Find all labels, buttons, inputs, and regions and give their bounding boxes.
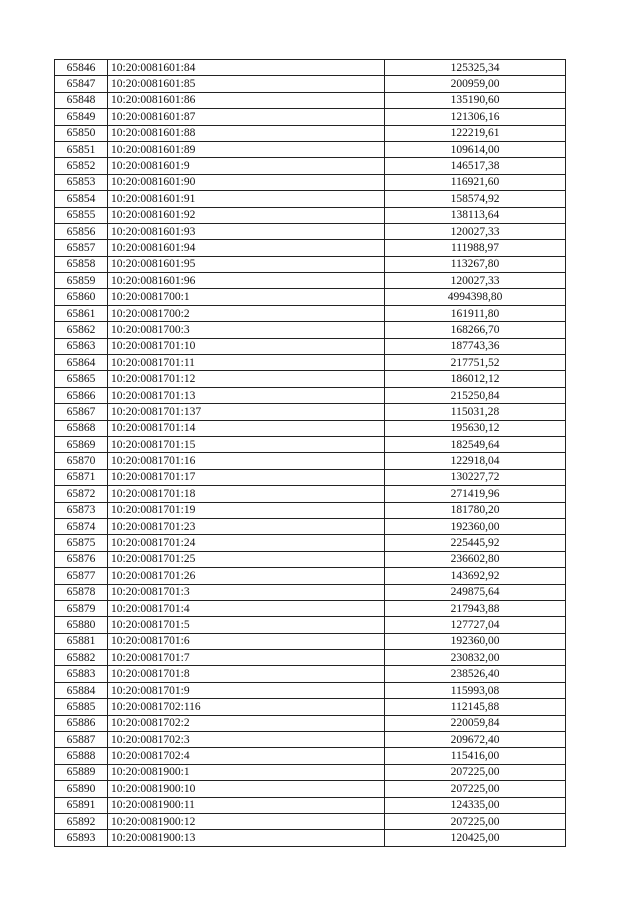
cadastral-value-cell: 207225,00	[385, 813, 566, 829]
cadastral-number-cell: 10:20:0081601:92	[108, 207, 385, 223]
cadastral-number-cell: 10:20:0081701:9	[108, 682, 385, 698]
cadastral-value-cell: 120027,33	[385, 273, 566, 289]
table-row	[55, 223, 566, 239]
cadastral-value-cell: 186012,12	[385, 371, 566, 387]
table-row	[55, 830, 566, 846]
cadastral-value-cell: 207225,00	[385, 764, 566, 780]
cadastral-value-cell: 4994398,80	[385, 289, 566, 305]
table-row	[55, 600, 566, 616]
cadastral-value-cell: 230832,00	[385, 650, 566, 666]
cadastral-number-cell: 10:20:0081601:84	[108, 60, 385, 76]
row-number-cell: 65860	[55, 289, 108, 305]
cadastral-value-cell: 195630,12	[385, 420, 566, 436]
cadastral-number-cell: 10:20:0081701:10	[108, 338, 385, 354]
cadastral-number-cell: 10:20:0081701:137	[108, 404, 385, 420]
cadastral-number-cell: 10:20:0081601:96	[108, 273, 385, 289]
cadastral-number-cell: 10:20:0081601:85	[108, 76, 385, 92]
row-number-cell: 65867	[55, 404, 108, 420]
cadastral-number-cell: 10:20:0081701:17	[108, 469, 385, 485]
cadastral-number-cell: 10:20:0081701:16	[108, 453, 385, 469]
table-row	[55, 273, 566, 289]
row-number-cell: 65887	[55, 732, 108, 748]
table-row	[55, 174, 566, 190]
cadastral-value-cell: 161911,80	[385, 305, 566, 321]
row-number-cell: 65859	[55, 273, 108, 289]
cadastral-value-cell: 135190,60	[385, 92, 566, 108]
row-number-cell: 65872	[55, 486, 108, 502]
cadastral-number-cell: 10:20:0081701:26	[108, 568, 385, 584]
cadastral-number-cell: 10:20:0081601:88	[108, 125, 385, 141]
cadastral-number-cell: 10:20:0081701:6	[108, 633, 385, 649]
cadastral-value-cell: 187743,36	[385, 338, 566, 354]
cadastral-value-cell: 130227,72	[385, 469, 566, 485]
table-row	[55, 568, 566, 584]
cadastral-value-cell: 215250,84	[385, 387, 566, 403]
row-number-cell: 65869	[55, 436, 108, 452]
table-row	[55, 797, 566, 813]
cadastral-number-cell: 10:20:0081601:87	[108, 109, 385, 125]
row-number-cell: 65861	[55, 305, 108, 321]
cadastral-value-cell: 207225,00	[385, 781, 566, 797]
cadastral-number-cell: 10:20:0081601:93	[108, 223, 385, 239]
table-row	[55, 109, 566, 125]
table-row	[55, 453, 566, 469]
cadastral-number-cell: 10:20:0081702:2	[108, 715, 385, 731]
cadastral-number-cell: 10:20:0081701:14	[108, 420, 385, 436]
cadastral-number-cell: 10:20:0081701:19	[108, 502, 385, 518]
cadastral-value-cell: 116921,60	[385, 174, 566, 190]
cadastral-value-cell: 112145,88	[385, 699, 566, 715]
cadastral-number-cell: 10:20:0081700:1	[108, 289, 385, 305]
row-number-cell: 65865	[55, 371, 108, 387]
cadastral-number-cell: 10:20:0081601:91	[108, 191, 385, 207]
row-number-cell: 65893	[55, 830, 108, 846]
cadastral-number-cell: 10:20:0081701:12	[108, 371, 385, 387]
cadastral-number-cell: 10:20:0081701:7	[108, 650, 385, 666]
row-number-cell: 65855	[55, 207, 108, 223]
row-number-cell: 65874	[55, 518, 108, 534]
table-row	[55, 289, 566, 305]
table-row	[55, 387, 566, 403]
cadastral-number-cell: 10:20:0081701:5	[108, 617, 385, 633]
cadastral-value-cell: 120027,33	[385, 223, 566, 239]
table-row	[55, 617, 566, 633]
cadastral-value-cell: 122219,61	[385, 125, 566, 141]
table-row	[55, 813, 566, 829]
cadastral-number-cell: 10:20:0081702:4	[108, 748, 385, 764]
cadastral-number-cell: 10:20:0081701:23	[108, 518, 385, 534]
row-number-cell: 65852	[55, 158, 108, 174]
table-row	[55, 60, 566, 76]
row-number-cell: 65853	[55, 174, 108, 190]
table-row	[55, 486, 566, 502]
row-number-cell: 65871	[55, 469, 108, 485]
row-number-cell: 65878	[55, 584, 108, 600]
cadastral-number-cell: 10:20:0081900:10	[108, 781, 385, 797]
cadastral-value-cell: 111988,97	[385, 240, 566, 256]
row-number-cell: 65879	[55, 600, 108, 616]
cadastral-number-cell: 10:20:0081900:13	[108, 830, 385, 846]
row-number-cell: 65889	[55, 764, 108, 780]
table-body	[55, 60, 566, 847]
cadastral-value-cell: 271419,96	[385, 486, 566, 502]
cadastral-value-cell: 125325,34	[385, 60, 566, 76]
table-row	[55, 92, 566, 108]
table-row	[55, 764, 566, 780]
row-number-cell: 65875	[55, 535, 108, 551]
table-row	[55, 420, 566, 436]
row-number-cell: 65876	[55, 551, 108, 567]
cadastral-value-cell: 138113,64	[385, 207, 566, 223]
table-row	[55, 682, 566, 698]
row-number-cell: 65858	[55, 256, 108, 272]
table-row	[55, 125, 566, 141]
table-row	[55, 715, 566, 731]
row-number-cell: 65888	[55, 748, 108, 764]
table-row	[55, 404, 566, 420]
cadastral-value-cell: 143692,92	[385, 568, 566, 584]
table-row	[55, 322, 566, 338]
cadastral-value-table	[54, 59, 566, 847]
cadastral-number-cell: 10:20:0081701:25	[108, 551, 385, 567]
cadastral-number-cell: 10:20:0081900:11	[108, 797, 385, 813]
row-number-cell: 65886	[55, 715, 108, 731]
cadastral-value-cell: 122918,04	[385, 453, 566, 469]
cadastral-value-cell: 249875,64	[385, 584, 566, 600]
cadastral-value-cell: 115993,08	[385, 682, 566, 698]
cadastral-number-cell: 10:20:0081702:3	[108, 732, 385, 748]
table-row	[55, 469, 566, 485]
table-row	[55, 338, 566, 354]
row-number-cell: 65885	[55, 699, 108, 715]
cadastral-value-cell: 209672,40	[385, 732, 566, 748]
cadastral-number-cell: 10:20:0081601:89	[108, 141, 385, 157]
row-number-cell: 65866	[55, 387, 108, 403]
cadastral-number-cell: 10:20:0081701:11	[108, 355, 385, 371]
cadastral-number-cell: 10:20:0081900:1	[108, 764, 385, 780]
table-row	[55, 141, 566, 157]
cadastral-number-cell: 10:20:0081701:13	[108, 387, 385, 403]
cadastral-number-cell: 10:20:0081701:18	[108, 486, 385, 502]
row-number-cell: 65848	[55, 92, 108, 108]
row-number-cell: 65863	[55, 338, 108, 354]
row-number-cell: 65891	[55, 797, 108, 813]
table-row	[55, 158, 566, 174]
table-row	[55, 207, 566, 223]
row-number-cell: 65892	[55, 813, 108, 829]
table-row	[55, 518, 566, 534]
table-row	[55, 535, 566, 551]
table-row	[55, 240, 566, 256]
row-number-cell: 65862	[55, 322, 108, 338]
cadastral-value-cell: 236602,80	[385, 551, 566, 567]
row-number-cell: 65847	[55, 76, 108, 92]
row-number-cell: 65846	[55, 60, 108, 76]
row-number-cell: 65880	[55, 617, 108, 633]
cadastral-value-cell: 120425,00	[385, 830, 566, 846]
row-number-cell: 65856	[55, 223, 108, 239]
table-row	[55, 502, 566, 518]
cadastral-number-cell: 10:20:0081601:94	[108, 240, 385, 256]
table-row	[55, 699, 566, 715]
cadastral-value-cell: 182549,64	[385, 436, 566, 452]
table-row	[55, 748, 566, 764]
table-row	[55, 551, 566, 567]
table-row	[55, 371, 566, 387]
row-number-cell: 65850	[55, 125, 108, 141]
row-number-cell: 65890	[55, 781, 108, 797]
table-row	[55, 584, 566, 600]
row-number-cell: 65870	[55, 453, 108, 469]
row-number-cell: 65854	[55, 191, 108, 207]
cadastral-number-cell: 10:20:0081701:15	[108, 436, 385, 452]
cadastral-number-cell: 10:20:0081701:3	[108, 584, 385, 600]
cadastral-number-cell: 10:20:0081601:9	[108, 158, 385, 174]
cadastral-number-cell: 10:20:0081601:90	[108, 174, 385, 190]
row-number-cell: 65851	[55, 141, 108, 157]
row-number-cell: 65882	[55, 650, 108, 666]
cadastral-value-cell: 115416,00	[385, 748, 566, 764]
row-number-cell: 65857	[55, 240, 108, 256]
table-row	[55, 191, 566, 207]
cadastral-value-cell: 200959,00	[385, 76, 566, 92]
cadastral-value-cell: 158574,92	[385, 191, 566, 207]
table-row	[55, 650, 566, 666]
table-row	[55, 256, 566, 272]
row-number-cell: 65881	[55, 633, 108, 649]
cadastral-number-cell: 10:20:0081700:2	[108, 305, 385, 321]
cadastral-number-cell: 10:20:0081701:24	[108, 535, 385, 551]
cadastral-value-cell: 192360,00	[385, 518, 566, 534]
cadastral-number-cell: 10:20:0081702:116	[108, 699, 385, 715]
row-number-cell: 65849	[55, 109, 108, 125]
cadastral-value-cell: 238526,40	[385, 666, 566, 682]
cadastral-value-cell: 220059,84	[385, 715, 566, 731]
cadastral-value-cell: 217751,52	[385, 355, 566, 371]
cadastral-value-cell: 109614,00	[385, 141, 566, 157]
table-row	[55, 781, 566, 797]
row-number-cell: 65873	[55, 502, 108, 518]
table-row	[55, 633, 566, 649]
cadastral-number-cell: 10:20:0081601:95	[108, 256, 385, 272]
cadastral-value-cell: 168266,70	[385, 322, 566, 338]
cadastral-value-cell: 146517,38	[385, 158, 566, 174]
cadastral-number-cell: 10:20:0081700:3	[108, 322, 385, 338]
row-number-cell: 65868	[55, 420, 108, 436]
cadastral-value-cell: 217943,88	[385, 600, 566, 616]
row-number-cell: 65884	[55, 682, 108, 698]
table-row	[55, 436, 566, 452]
cadastral-value-cell: 225445,92	[385, 535, 566, 551]
row-number-cell: 65864	[55, 355, 108, 371]
table-row	[55, 666, 566, 682]
table-row	[55, 305, 566, 321]
cadastral-value-cell: 115031,28	[385, 404, 566, 420]
cadastral-value-cell: 181780,20	[385, 502, 566, 518]
table-row	[55, 76, 566, 92]
cadastral-value-cell: 113267,80	[385, 256, 566, 272]
table-row	[55, 732, 566, 748]
cadastral-number-cell: 10:20:0081900:12	[108, 813, 385, 829]
cadastral-number-cell: 10:20:0081601:86	[108, 92, 385, 108]
row-number-cell: 65883	[55, 666, 108, 682]
cadastral-value-cell: 124335,00	[385, 797, 566, 813]
cadastral-value-cell: 127727,04	[385, 617, 566, 633]
cadastral-value-cell: 121306,16	[385, 109, 566, 125]
cadastral-value-cell: 192360,00	[385, 633, 566, 649]
cadastral-number-cell: 10:20:0081701:8	[108, 666, 385, 682]
cadastral-number-cell: 10:20:0081701:4	[108, 600, 385, 616]
row-number-cell: 65877	[55, 568, 108, 584]
table-row	[55, 355, 566, 371]
